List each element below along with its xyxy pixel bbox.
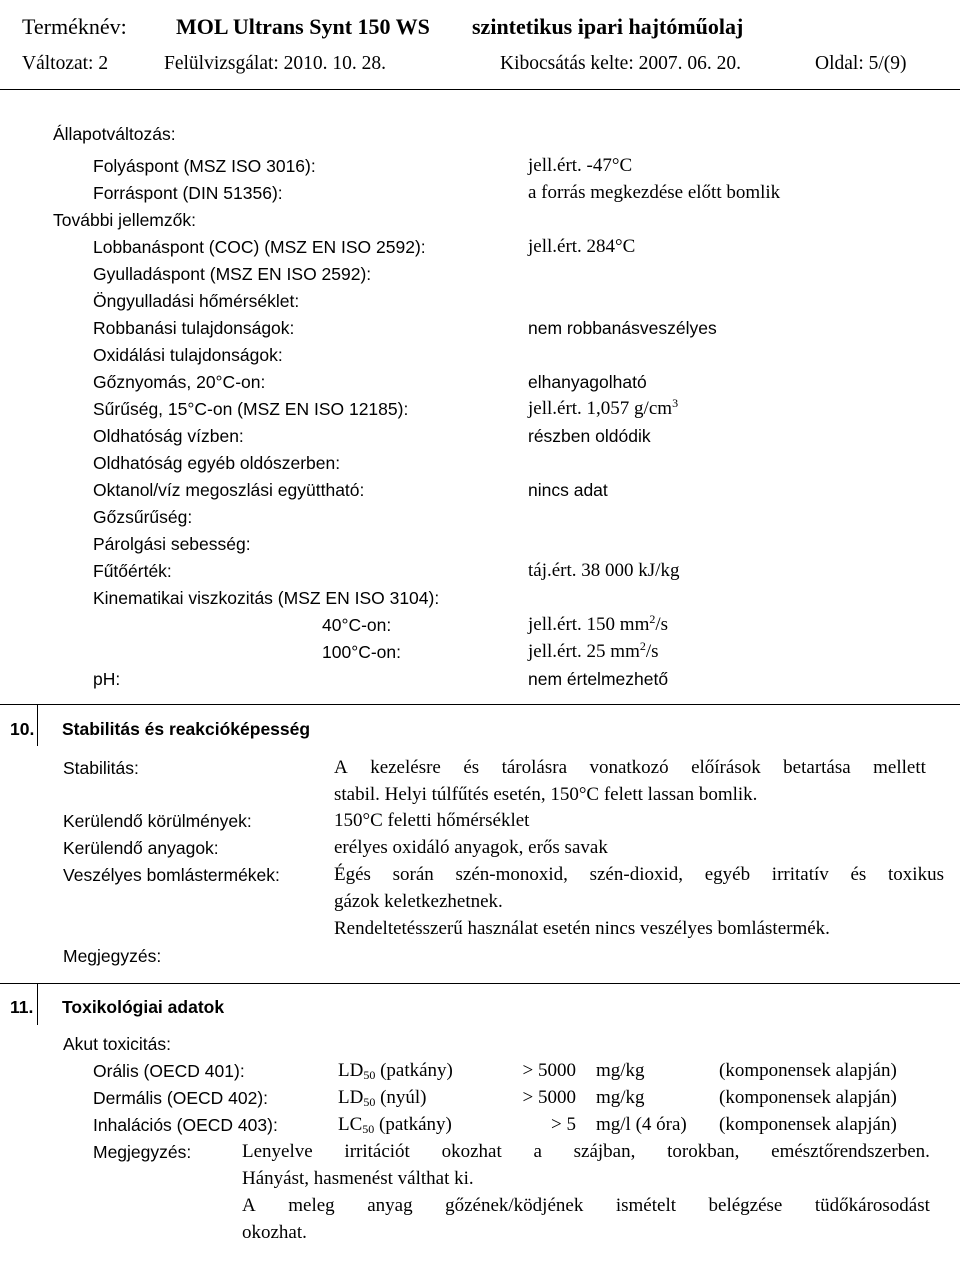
version: Változat: 2 bbox=[22, 53, 109, 74]
decomposition-line-1 bbox=[334, 864, 944, 886]
explosive-label: Robbanási tulajdonságok: bbox=[93, 318, 295, 338]
autoignition-label: Öngyulladási hőmérséklet: bbox=[93, 291, 300, 311]
viscosity-40-exponent: 2 bbox=[649, 612, 656, 626]
toxicity-endpoint bbox=[338, 1087, 427, 1109]
word: okozhat bbox=[441, 1141, 502, 1162]
toxicity-note-line-2: Hányást, hasmenést válthat ki. bbox=[242, 1168, 474, 1189]
ph-label: pH: bbox=[93, 669, 121, 689]
endpoint-type: LD bbox=[338, 1087, 364, 1108]
viscosity-40-value bbox=[528, 614, 668, 636]
toxicity-value: > 5000 bbox=[522, 1060, 576, 1081]
word: irritációt bbox=[344, 1141, 410, 1162]
word: során bbox=[392, 864, 434, 885]
word: betartása bbox=[783, 757, 851, 778]
product-description: szintetikus ipari hajtóműolaj bbox=[472, 14, 744, 39]
page-number: Oldal: 5/(9) bbox=[815, 53, 907, 74]
header-divider bbox=[0, 89, 960, 90]
section-10-note-label: Megjegyzés: bbox=[63, 946, 162, 966]
toxicity-basis: (komponensek alapján) bbox=[719, 1114, 897, 1135]
ph-value: nem értelmezhető bbox=[528, 669, 669, 689]
density-label: Sűrűség, 15°C-on (MSZ EN ISO 12185): bbox=[93, 399, 409, 419]
word: irritatív bbox=[771, 864, 829, 885]
viscosity-100-unit: /s bbox=[645, 641, 659, 662]
word: kezelésre bbox=[370, 757, 441, 778]
stability-label: Stabilitás: bbox=[63, 758, 139, 778]
further-properties-heading: További jellemzők: bbox=[53, 210, 196, 230]
word: tüdőkárosodást bbox=[814, 1195, 930, 1216]
octanol-water-value: nincs adat bbox=[528, 480, 608, 500]
vapour-pressure-label: Gőznyomás, 20°C-on: bbox=[93, 372, 266, 392]
section-11-title: Toxikológiai adatok bbox=[62, 997, 225, 1017]
toxicity-endpoint bbox=[338, 1060, 453, 1082]
materials-to-avoid-value: erélyes oxidáló anyagok, erős savak bbox=[334, 837, 608, 858]
pour-point-label: Folyáspont (MSZ ISO 3016): bbox=[93, 156, 316, 176]
vapour-density-label: Gőzsűrűség: bbox=[93, 507, 193, 527]
issue-date: Kibocsátás kelte: 2007. 06. 20. bbox=[500, 53, 741, 74]
decomposition-line-3: Rendeltetésszerű használat esetén nincs veszélyes bomlástermék. bbox=[334, 918, 830, 939]
section-11-note-label: Megjegyzés: bbox=[93, 1142, 192, 1162]
word: anyag bbox=[367, 1195, 413, 1216]
water-solubility-label: Oldhatóság vízben: bbox=[93, 426, 244, 446]
word: szájban, bbox=[573, 1141, 636, 1162]
section-11-number: 11. bbox=[10, 997, 34, 1017]
conditions-to-avoid-label: Kerülendő körülmények: bbox=[63, 811, 252, 831]
flash-point-label: Lobbanáspont (COC) (MSZ EN ISO 2592): bbox=[93, 237, 426, 257]
product-label: Terméknév: bbox=[22, 14, 127, 39]
toxicity-route: Dermális (OECD 402): bbox=[93, 1088, 269, 1108]
density-exponent: 3 bbox=[672, 396, 679, 410]
boiling-point-value: a forrás megkezdése előtt bomlik bbox=[528, 182, 781, 203]
vapour-pressure-value: elhanyagolható bbox=[528, 372, 647, 392]
heating-value: táj.ért. 38 000 kJ/kg bbox=[528, 560, 680, 581]
toxicity-note-line-1 bbox=[242, 1141, 930, 1163]
word: toxikus bbox=[888, 864, 944, 885]
product-name: MOL Ultrans Synt 150 WS bbox=[176, 14, 430, 39]
word: szén-dioxid, bbox=[589, 864, 684, 885]
word: ismételt bbox=[615, 1195, 676, 1216]
word: szén-monoxid, bbox=[455, 864, 568, 885]
decomposition-label: Veszélyes bomlástermékek: bbox=[63, 865, 280, 885]
section-10-title: Stabilitás és reakcióképesség bbox=[62, 719, 311, 739]
endpoint-subscript: 50 bbox=[363, 1095, 376, 1109]
word: előírások bbox=[691, 757, 761, 778]
water-solubility-value: részben oldódik bbox=[528, 426, 651, 446]
word: gőzének/ködjének bbox=[445, 1195, 584, 1216]
flash-point-value: jell.ért. 284°C bbox=[528, 236, 636, 257]
viscosity-40-label: 40°C-on: bbox=[322, 615, 392, 635]
word: a bbox=[533, 1141, 542, 1162]
section-10-number: 10. bbox=[10, 719, 35, 739]
viscosity-100-number: jell.ért. 25 mm bbox=[528, 641, 640, 662]
stability-line-1 bbox=[334, 757, 926, 779]
evaporation-rate-label: Párolgási sebesség: bbox=[93, 534, 251, 554]
toxicity-note-line-4: okozhat. bbox=[242, 1222, 307, 1243]
acute-toxicity-heading: Akut toxicitás: bbox=[63, 1034, 171, 1054]
state-change-heading: Állapotváltozás: bbox=[53, 124, 176, 144]
word: Lenyelve bbox=[242, 1141, 313, 1162]
word: és bbox=[463, 757, 480, 778]
section-10-top-rule bbox=[0, 704, 960, 705]
test-species: (nyúl) bbox=[375, 1087, 427, 1108]
density-value bbox=[528, 398, 678, 420]
section-10-left-rule bbox=[37, 704, 38, 746]
pour-point-value: jell.ért. -47°C bbox=[528, 155, 633, 176]
word: emésztőrendszerben. bbox=[771, 1141, 930, 1162]
section-11-top-rule bbox=[0, 983, 960, 984]
test-species: (patkány) bbox=[375, 1060, 453, 1081]
word: egyéb bbox=[704, 864, 751, 885]
toxicity-route: Inhalációs (OECD 403): bbox=[93, 1115, 278, 1135]
word: belégzése bbox=[708, 1195, 783, 1216]
word: torokban, bbox=[667, 1141, 740, 1162]
review-date: Felülvizsgálat: 2010. 10. 28. bbox=[164, 53, 387, 74]
toxicity-value: > 5000 bbox=[522, 1087, 576, 1108]
heating-value-label: Fűtőérték: bbox=[93, 561, 172, 581]
kinematic-viscosity-label: Kinematikai viszkozitás (MSZ EN ISO 3104): bbox=[93, 588, 440, 608]
toxicity-basis: (komponensek alapján) bbox=[719, 1060, 897, 1081]
stability-line-2: stabil. Helyi túlfűtés esetén, 150°C felett lassan bomlik. bbox=[334, 784, 758, 805]
toxicity-route: Orális (OECD 401): bbox=[93, 1061, 245, 1081]
ignition-point-label: Gyulladáspont (MSZ EN ISO 2592): bbox=[93, 264, 372, 284]
oxidizing-label: Oxidálási tulajdonságok: bbox=[93, 345, 283, 365]
word: mellett bbox=[873, 757, 926, 778]
viscosity-40-number: jell.ért. 150 mm bbox=[528, 614, 650, 635]
decomposition-line-2: gázok keletkezhetnek. bbox=[334, 891, 503, 912]
other-solubility-label: Oldhatóság egyéb oldószerben: bbox=[93, 453, 341, 473]
viscosity-40-unit: /s bbox=[655, 614, 669, 635]
viscosity-100-exponent: 2 bbox=[639, 639, 646, 653]
endpoint-type: LD bbox=[338, 1060, 364, 1081]
section-11-left-rule bbox=[37, 983, 38, 1025]
toxicity-basis: (komponensek alapján) bbox=[719, 1087, 897, 1108]
materials-to-avoid-label: Kerülendő anyagok: bbox=[63, 838, 219, 858]
toxicity-endpoint bbox=[338, 1114, 452, 1136]
endpoint-type: LC bbox=[338, 1114, 363, 1135]
word: és bbox=[850, 864, 867, 885]
test-species: (patkány) bbox=[374, 1114, 452, 1135]
density-number: jell.ért. 1,057 g/cm bbox=[528, 398, 673, 419]
word: vonatkozó bbox=[589, 757, 669, 778]
toxicity-unit: mg/l (4 óra) bbox=[596, 1114, 687, 1135]
word: A bbox=[242, 1195, 256, 1216]
viscosity-100-label: 100°C-on: bbox=[322, 642, 401, 662]
word: meleg bbox=[288, 1195, 335, 1216]
endpoint-subscript: 50 bbox=[363, 1068, 376, 1082]
toxicity-note-line-3 bbox=[242, 1195, 930, 1217]
toxicity-unit: mg/kg bbox=[596, 1087, 645, 1108]
endpoint-subscript: 50 bbox=[362, 1122, 375, 1136]
conditions-to-avoid-value: 150°C feletti hőmérséklet bbox=[334, 810, 530, 831]
boiling-point-label: Forráspont (DIN 51356): bbox=[93, 183, 283, 203]
toxicity-value: > 5 bbox=[551, 1114, 576, 1135]
octanol-water-label: Oktanol/víz megoszlási együttható: bbox=[93, 480, 365, 500]
word: Égés bbox=[334, 864, 371, 885]
explosive-value: nem robbanásveszélyes bbox=[528, 318, 717, 338]
word: tárolásra bbox=[501, 757, 567, 778]
toxicity-unit: mg/kg bbox=[596, 1060, 645, 1081]
viscosity-100-value bbox=[528, 641, 659, 663]
word: A bbox=[334, 757, 348, 778]
